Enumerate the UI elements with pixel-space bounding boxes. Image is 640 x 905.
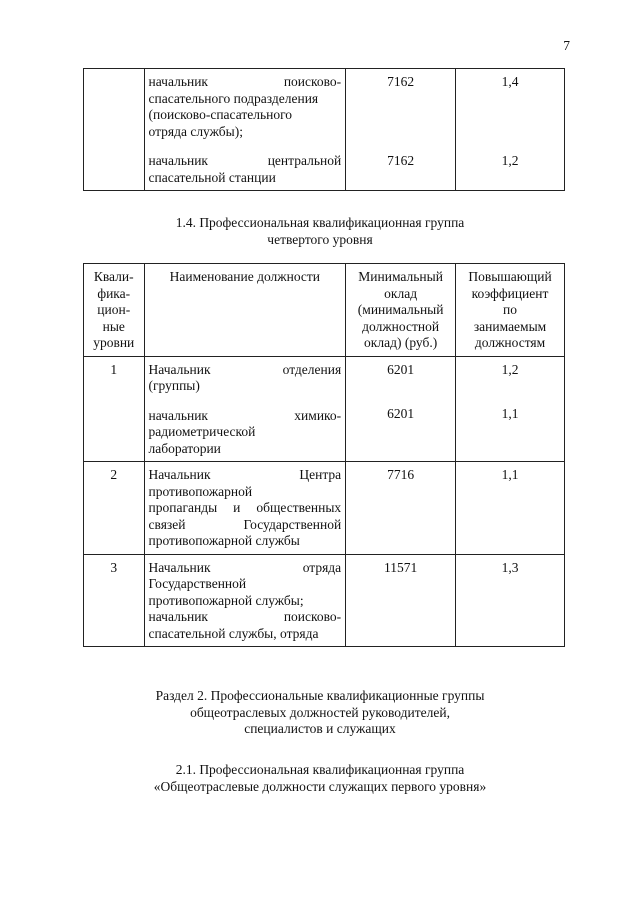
cell-minimum-salary	[346, 69, 456, 191]
text-line: пропаганды и общественных	[148, 500, 342, 515]
text-line: должностям	[474, 335, 546, 350]
salary-value: 7162	[387, 74, 415, 89]
position-entry	[149, 467, 342, 550]
cell-increase-coefficient	[456, 356, 565, 462]
qualification-table-continued	[83, 68, 565, 191]
text-line: Государственной	[148, 576, 247, 591]
heading-section-2	[0, 688, 640, 738]
text-line: Повышающий	[468, 269, 552, 284]
text-line: начальник поисково-	[148, 609, 342, 624]
table-row	[84, 462, 565, 555]
text-line: занимаемым	[473, 318, 547, 334]
salary-value: 7162	[387, 152, 415, 168]
text-line: спасательного подразделения	[148, 90, 319, 106]
position-entry	[149, 560, 342, 643]
position-entry	[149, 153, 342, 186]
cell-position-name	[144, 554, 346, 647]
text-line: Минимальный	[358, 269, 443, 284]
header-position-name	[144, 264, 346, 357]
text-line: Начальник Центра	[148, 467, 342, 482]
header-increase-coefficient	[456, 264, 565, 357]
text-line: связей Государственной	[148, 516, 342, 532]
text-line: 2.1. Профессиональная квалификационная группа	[175, 762, 465, 777]
text-line: (поисково-спасательного	[148, 107, 293, 122]
text-line: четвертого уровня	[267, 231, 373, 247]
text-line: Раздел 2. Профессиональные квалификационные группы	[155, 688, 485, 703]
text-line: специалистов и служащих	[244, 721, 396, 736]
text-line: спасательной службы, отряда	[148, 625, 319, 641]
cell-qualification-level: 2	[84, 462, 145, 555]
text-line: Начальник отделения	[148, 361, 342, 377]
table-row	[84, 69, 565, 191]
text-line: отряда службы);	[148, 123, 243, 139]
table-row	[84, 356, 565, 462]
coefficient-value: 1,1	[501, 467, 519, 482]
position-entry	[149, 408, 342, 458]
cell-increase-coefficient	[456, 69, 565, 191]
cell-position-name	[144, 462, 346, 555]
cell-minimum-salary	[346, 554, 456, 647]
coefficient-value: 1,1	[501, 406, 519, 421]
text-line: Наименование должности	[169, 269, 321, 284]
position-entry	[149, 74, 342, 140]
salary-value: 7716	[387, 467, 415, 482]
text-line: (группы)	[148, 378, 200, 393]
position-entry	[149, 362, 342, 395]
text-line: противопожарной службы;	[148, 592, 304, 608]
heading-group-1-4	[0, 215, 640, 248]
text-line: 1.4. Профессиональная квалификационная группа	[175, 215, 465, 230]
text-line: противопожарной службы	[148, 533, 300, 548]
coefficient-value: 1,2	[501, 361, 519, 377]
cell-minimum-salary	[346, 356, 456, 462]
salary-value: 11571	[384, 559, 418, 575]
text-line: общеотраслевых должностей руководителей,	[190, 704, 450, 720]
text-line: должностной	[362, 318, 440, 334]
table-row	[84, 554, 565, 647]
cell-qualification-level: 1	[84, 356, 145, 462]
coefficient-value: 1,4	[501, 74, 519, 89]
text-line: «Общеотраслевые должности служащих первого уровня»	[153, 778, 487, 794]
text-line: радиометрической	[148, 424, 256, 439]
coefficient-value: 1,3	[501, 559, 519, 575]
qualification-table-level-4	[83, 263, 565, 647]
text-line: ные	[102, 318, 125, 334]
text-line: Начальник отряда	[148, 559, 342, 575]
text-line: уровни	[93, 335, 135, 350]
text-line: лаборатории	[148, 440, 221, 456]
header-qualification-level	[84, 264, 145, 357]
text-line: начальник химико-	[148, 407, 342, 423]
text-line: (минимальный	[357, 302, 444, 317]
cell-position-name	[144, 356, 346, 462]
cell-position-name	[144, 69, 346, 191]
text-line: начальник поисково-	[148, 74, 342, 89]
coefficient-value: 1,2	[501, 152, 519, 168]
text-line: фика-	[97, 285, 131, 301]
text-line: оклад	[384, 285, 418, 301]
text-line: противопожарной	[148, 483, 253, 499]
page-number: 7	[563, 38, 570, 53]
cell-increase-coefficient	[456, 462, 565, 555]
text-line: коэффициент	[471, 285, 549, 301]
text-line: начальник центральной	[148, 153, 342, 168]
text-line: спасательной станции	[148, 169, 276, 185]
heading-group-2-1	[0, 762, 640, 795]
text-line: цион-	[97, 302, 131, 317]
cell-qualification-level: 3	[84, 554, 145, 647]
cell-increase-coefficient	[456, 554, 565, 647]
table-header-row	[84, 264, 565, 357]
header-minimum-salary	[346, 264, 456, 357]
salary-value: 6201	[387, 361, 415, 377]
text-line: по	[503, 302, 518, 317]
text-line: Квали-	[93, 269, 134, 284]
cell-minimum-salary	[346, 462, 456, 555]
salary-value: 6201	[387, 406, 415, 421]
text-line: оклад) (руб.)	[364, 335, 438, 350]
cell-qualification-level	[84, 69, 145, 191]
